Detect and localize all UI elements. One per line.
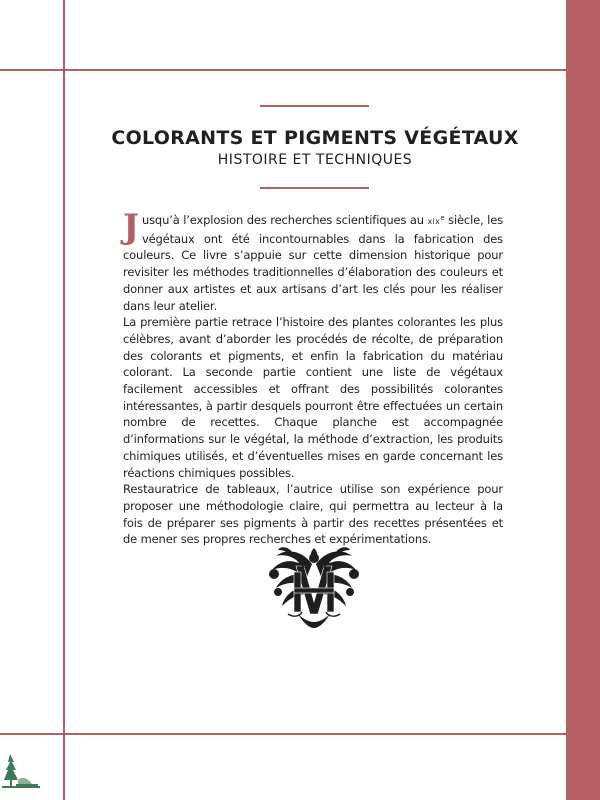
bottom-frame-rule: [0, 733, 566, 735]
tree-logo-icon: [2, 750, 42, 794]
title-bottom-rule: [260, 187, 369, 189]
blurb-paragraph-2: La première partie retrace l’histoire des plantes colorantes les plus célèbres, avant d’aborder les procédés de récolte, de préparation des colorants et pigments, et enfin la fabrication du matériau colorant. La seconde partie contient une liste de végétaux facilement accessibles et offrant des possibilités colorantes intéressantes, à partir desquels pourront être effectuées un certain nombre de recettes. Chaque planche est accompagnée d’informations sur le végétal, la méthode d’extraction, les produits chimiques utilisés, et d’éventuelles mises en garde concernant les réactions chimiques possibles.: [123, 315, 503, 480]
top-frame-rule: [0, 69, 566, 71]
book-subtitle: HISTOIRE ET TECHNIQUES: [217, 152, 413, 168]
century-numeral: xix: [427, 217, 441, 226]
back-cover-blurb: [123, 207, 503, 548]
right-color-band: [566, 0, 600, 800]
blurb-paragraph-1: Jusqu’à l’explosion des recherches scientifiques au xix$^e$ siècle, les végétaux ont été incontournables dans la fabrication des couleurs. Ce livre s’appuie sur cette dimension historique pour revisiter les méthodes traditionnelles d’élaboration des couleurs et donner aux artistes et aux artisans d’art les clés pour les réaliser dans leur atelier.: [123, 207, 503, 313]
left-frame-rule: [63, 0, 65, 800]
title-top-rule: [260, 105, 369, 107]
book-title: COLORANTS ET PIGMENTS VÉGÉTAUX: [111, 127, 519, 149]
blurb-paragraph-3: Restauratrice de tableaux, l’autrice utilise son expérience pour proposer une méthodologie claire, qui permettra au lecteur à la fois de préparer ses pigments à partir des recettes présentées et de mener ses propres recherches et expérimentations.: [123, 482, 503, 547]
floral-monogram-icon: [264, 544, 364, 630]
drop-cap: J: [123, 207, 139, 247]
